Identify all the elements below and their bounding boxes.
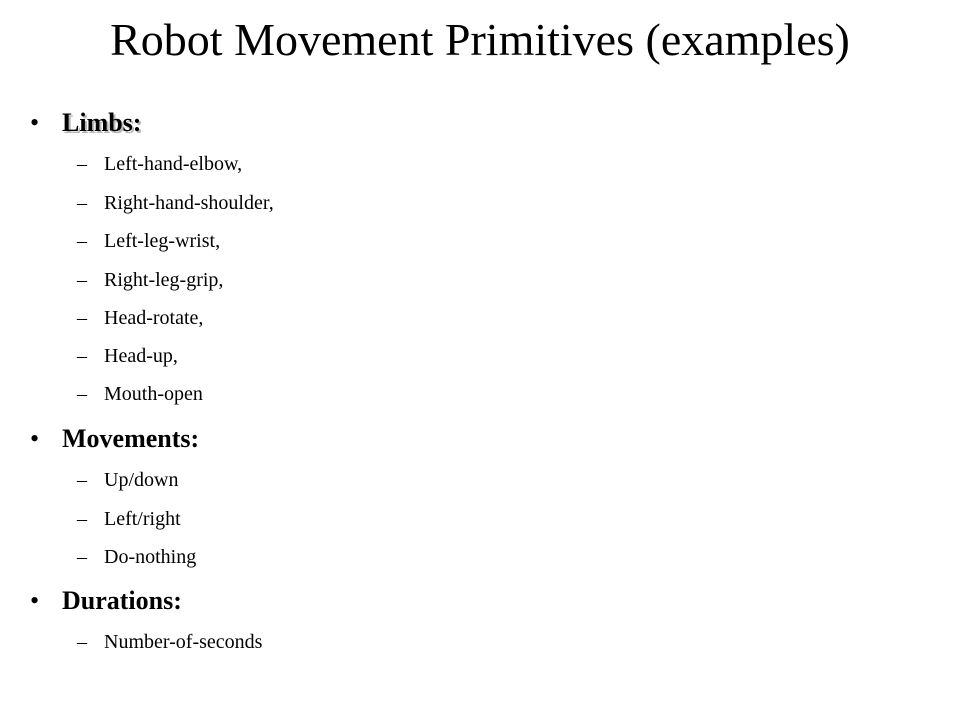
dash-icon: – <box>77 269 87 291</box>
list-item <box>77 630 262 654</box>
slide-title: Robot Movement Primitives (examples) <box>110 14 850 65</box>
list-item <box>77 268 223 292</box>
dash-icon: – <box>77 153 87 175</box>
section-heading-label: Durations: <box>62 586 182 615</box>
list-item <box>77 229 220 253</box>
dash-icon: – <box>77 508 87 530</box>
bullet-icon: • <box>30 586 40 615</box>
dash-icon: – <box>77 631 87 653</box>
list-item <box>77 507 181 531</box>
list-item <box>77 152 242 176</box>
section-heading-movements <box>30 424 199 454</box>
dash-icon: – <box>77 230 87 252</box>
section-heading-limbs <box>30 108 141 138</box>
list-item <box>77 382 203 406</box>
dash-icon: – <box>77 345 87 367</box>
section-heading-label: Limbs: <box>62 108 142 137</box>
dash-icon: – <box>77 469 87 491</box>
list-item-label: Head-rotate, <box>104 307 204 329</box>
list-item-label: Left-hand-elbow, <box>104 153 243 175</box>
list-item <box>77 545 196 569</box>
list-item-label: Number-of-seconds <box>104 631 263 653</box>
list-item-label: Head-up, <box>104 345 178 367</box>
list-item <box>77 306 203 330</box>
list-item <box>77 344 178 368</box>
dash-icon: – <box>77 192 87 214</box>
list-item-label: Right-leg-grip, <box>104 269 224 291</box>
bullet-icon: • <box>30 424 40 453</box>
dash-icon: – <box>77 383 87 405</box>
list-item-label: Mouth-open <box>104 383 203 405</box>
section-heading-label: Movements: <box>62 424 200 453</box>
dash-icon: – <box>77 546 87 568</box>
list-item-label: Do-nothing <box>104 546 197 568</box>
list-item-label: Left-leg-wrist, <box>104 230 221 252</box>
dash-icon: – <box>77 307 87 329</box>
section-heading-durations <box>30 586 182 616</box>
bullet-icon: • <box>30 108 40 137</box>
list-item-label: Up/down <box>104 469 179 491</box>
list-item <box>77 191 274 215</box>
list-item <box>77 468 178 492</box>
list-item-label: Right-hand-shoulder, <box>104 192 274 214</box>
list-item-label: Left/right <box>104 508 181 530</box>
